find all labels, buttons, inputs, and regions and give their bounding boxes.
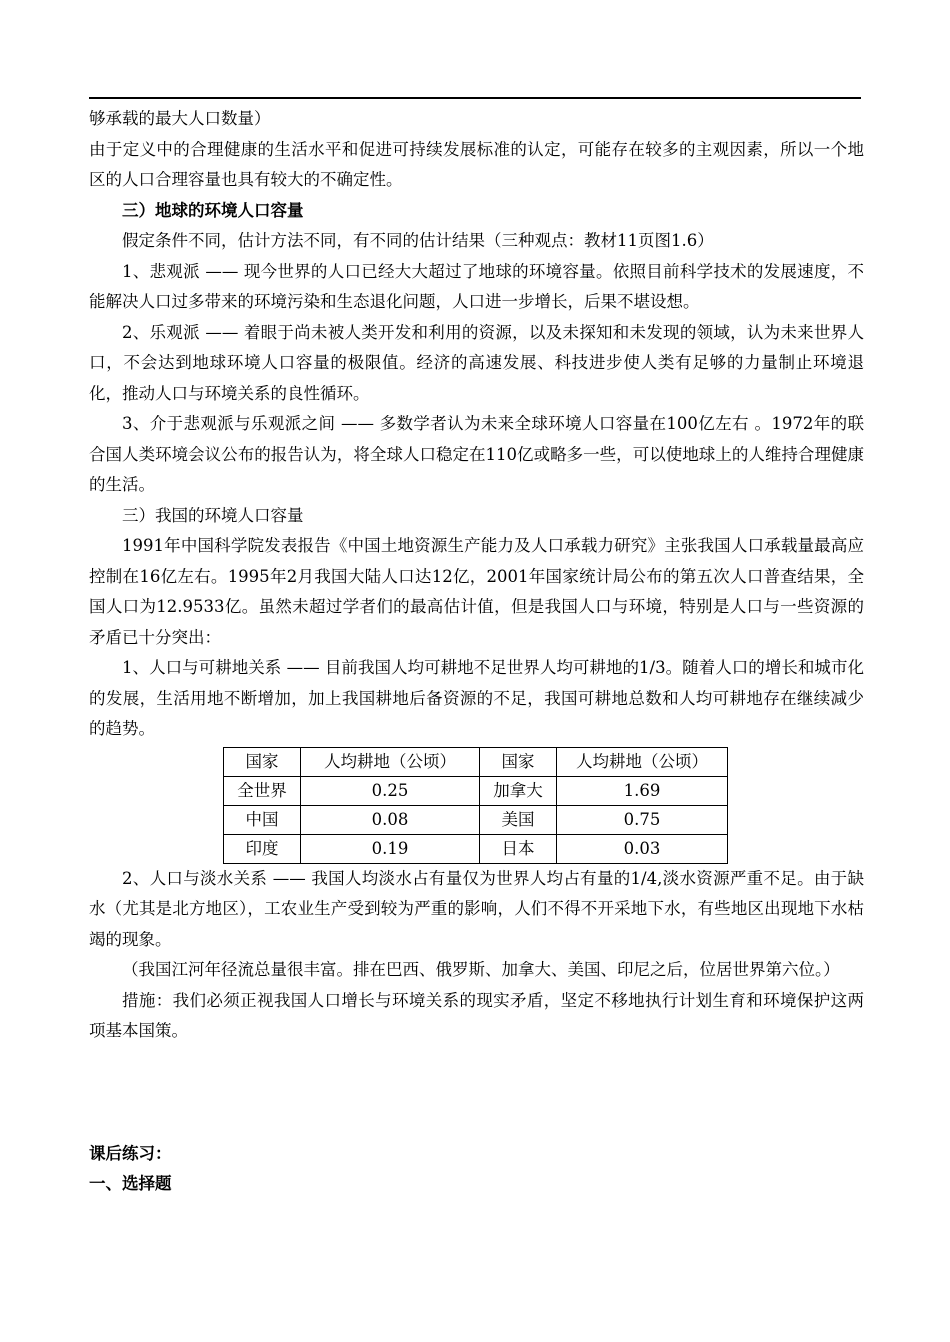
paragraph-farmland: 1、人口与可耕地关系 —— 目前我国人均可耕地不足世界人均可耕地的1/3。随着人口的增长和城市化的发展，生活用地不断增加，加上我国耕地后备资源的不足，我国可耕地总数和人均可耕地存在继续减少的趋势。 [89, 658, 864, 738]
heading-earth-capacity: 三）地球的环境人口容量 [122, 200, 304, 220]
paragraph-uncertainty: 由于定义中的合理健康的生活水平和促进可持续发展标准的认定，可能存在较多的主观因素，所以一个地区的人口合理容量也具有较大的不确定性。 [89, 139, 864, 189]
table-cell: 中国 [224, 805, 301, 834]
farmland-table [223, 747, 728, 864]
table-cell: 0.25 [301, 776, 480, 805]
paragraph-water-note: （我国江河年径流总量很丰富。排在巴西、俄罗斯、加拿大、美国、印尼之后，位居世界第六位。） [122, 960, 840, 979]
table-row [224, 776, 728, 805]
table-cell: 0.19 [301, 834, 480, 863]
heading-multiple-choice: 一、选择题 [89, 1174, 172, 1193]
paragraph-measures: 措施：我们必须正视我国人口增长与环境关系的现实矛盾，坚定不移地执行计划生育和环境保护这两项基本国策。 [89, 990, 864, 1040]
table-cell: 加拿大 [480, 776, 557, 805]
table-cell: 1.69 [557, 776, 728, 805]
heading-china-capacity: 三）我国的环境人口容量 [122, 505, 304, 525]
paragraph-pessimist: 1、悲观派 —— 现今世界的人口已经大大超过了地球的环境容量。依照目前科学技术的发展速度，不能解决人口过多带来的环境污染和生态退化问题，人口进一步增长，后果不堪设想。 [89, 261, 864, 311]
table-cell: 美国 [480, 805, 557, 834]
table-header-row [224, 747, 728, 776]
document-body [89, 104, 864, 1200]
table-cell: 印度 [224, 834, 301, 863]
paragraph-between: 3、介于悲观派与乐观派之间 —— 多数学者认为未来全球环境人口容量在100亿左右 。1972年的联合国人类环境会议公布的报告认为，将全球人口稳定在110亿或略多一些，可以使地球上的人维持合理健康的生活。 [89, 414, 864, 494]
paragraph-china-intro: 1991年中国科学院发表报告《中国土地资源生产能力及人口承载力研究》主张我国人口承载量最高应控制在16亿左右。1995年2月我国大陆人口达12亿，2001年国家统计局公布的第五次人口普查结果，全国人口为12.9533亿。虽然未超过学者们的最高估计值，但是我国人口与环境，特别是人口与一些资源的矛盾已十分突出： [89, 536, 864, 647]
paragraph-earth-intro: 假定条件不同，估计方法不同，有不同的估计结果（三种观点：教材11页图1.6） [122, 231, 714, 250]
table-cell: 日本 [480, 834, 557, 863]
heading-exercises: 课后练习： [89, 1143, 172, 1163]
table-cell: 0.75 [557, 805, 728, 834]
table-header-cell: 国家 [224, 747, 301, 776]
table-header-cell: 国家 [480, 747, 557, 776]
paragraph-water: 2、人口与淡水关系 —— 我国人均淡水占有量仅为世界人均占有量的1/4,淡水资源严重不足。由于缺水（尤其是北方地区），工农业生产受到较为严重的影响，人们不得不开采地下水，有些地区出现地下水枯竭的现象。 [89, 868, 864, 949]
table-header-cell: 人均耕地（公顷） [557, 747, 728, 776]
table-header-cell: 人均耕地（公顷） [301, 747, 480, 776]
header-rule [89, 97, 861, 99]
paragraph-continued: 够承载的最大人口数量） [89, 109, 271, 128]
table-cell: 0.08 [301, 805, 480, 834]
table-cell: 全世界 [224, 776, 301, 805]
spacer [89, 1047, 864, 1139]
table-row [224, 805, 728, 834]
paragraph-optimist: 2、乐观派 —— 着眼于尚未被人类开发和利用的资源，以及未探知和未发现的领域，认为未来世界人口，不会达到地球环境人口容量的极限值。经济的高速发展、科技进步使人类有足够的力量制止环境退化，推动人口与环境关系的良性循环。 [89, 322, 864, 403]
table-cell: 0.03 [557, 834, 728, 863]
table-row [224, 834, 728, 863]
